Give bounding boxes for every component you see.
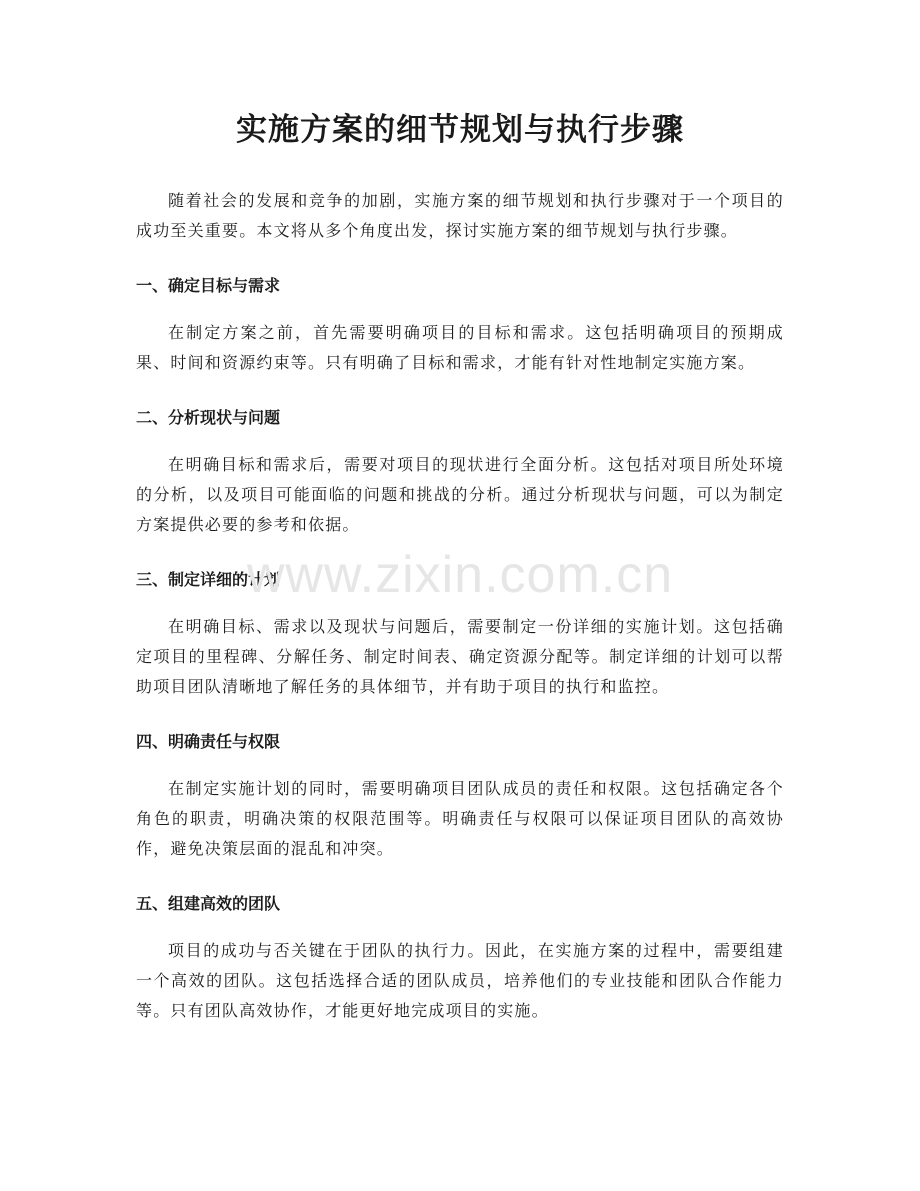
intro-paragraph: 随着社会的发展和竞争的加剧，实施方案的细节规划和执行步骤对于一个项目的成功至关重要。本文将从多个角度出发，探讨实施方案的细节规划与执行步骤。	[136, 191, 784, 240]
section-heading-3: 三、制定详细的计划	[136, 570, 281, 589]
section-heading-4: 四、明确责任与权限	[136, 732, 281, 751]
section-heading-5: 五、组建高效的团队	[136, 894, 281, 913]
section-heading-2: 二、分析现状与问题	[136, 408, 281, 427]
section-paragraph-5: 项目的成功与否关键在于团队的执行力。因此，在实施方案的过程中，需要组建一个高效的团队。这包括选择合适的团队成员，培养他们的专业技能和团队合作能力等。只有团队高效协作，才能更好地完成项目的实施。	[136, 941, 784, 1020]
section-paragraph-4: 在制定实施计划的同时，需要明确项目团队成员的责任和权限。这包括确定各个角色的职责，明确决策的权限范围等。明确责任与权限可以保证项目团队的高效协作，避免决策层面的混乱和冲突。	[136, 779, 784, 858]
section-paragraph-1: 在制定方案之前，首先需要明确项目的目标和需求。这包括明确项目的预期成果、时间和资源约束等。只有明确了目标和需求，才能有针对性地制定实施方案。	[136, 323, 784, 372]
section-paragraph-3: 在明确目标、需求以及现状与问题后，需要制定一份详细的实施计划。这包括确定项目的里程碑、分解任务、制定时间表、确定资源分配等。制定详细的计划可以帮助项目团队清晰地了解任务的具体细节，并有助于项目的执行和监控。	[136, 617, 784, 696]
page-title: 实施方案的细节规划与执行步骤	[236, 112, 684, 148]
watermark: www.zixin.com.cn	[246, 546, 674, 604]
section-paragraph-2: 在明确目标和需求后，需要对项目的现状进行全面分析。这包括对项目所处环境的分析，以及项目可能面临的问题和挑战的分析。通过分析现状与问题，可以为制定方案提供必要的参考和依据。	[136, 455, 784, 534]
section-heading-1: 一、确定目标与需求	[136, 276, 281, 295]
document-body	[136, 186, 784, 1052]
